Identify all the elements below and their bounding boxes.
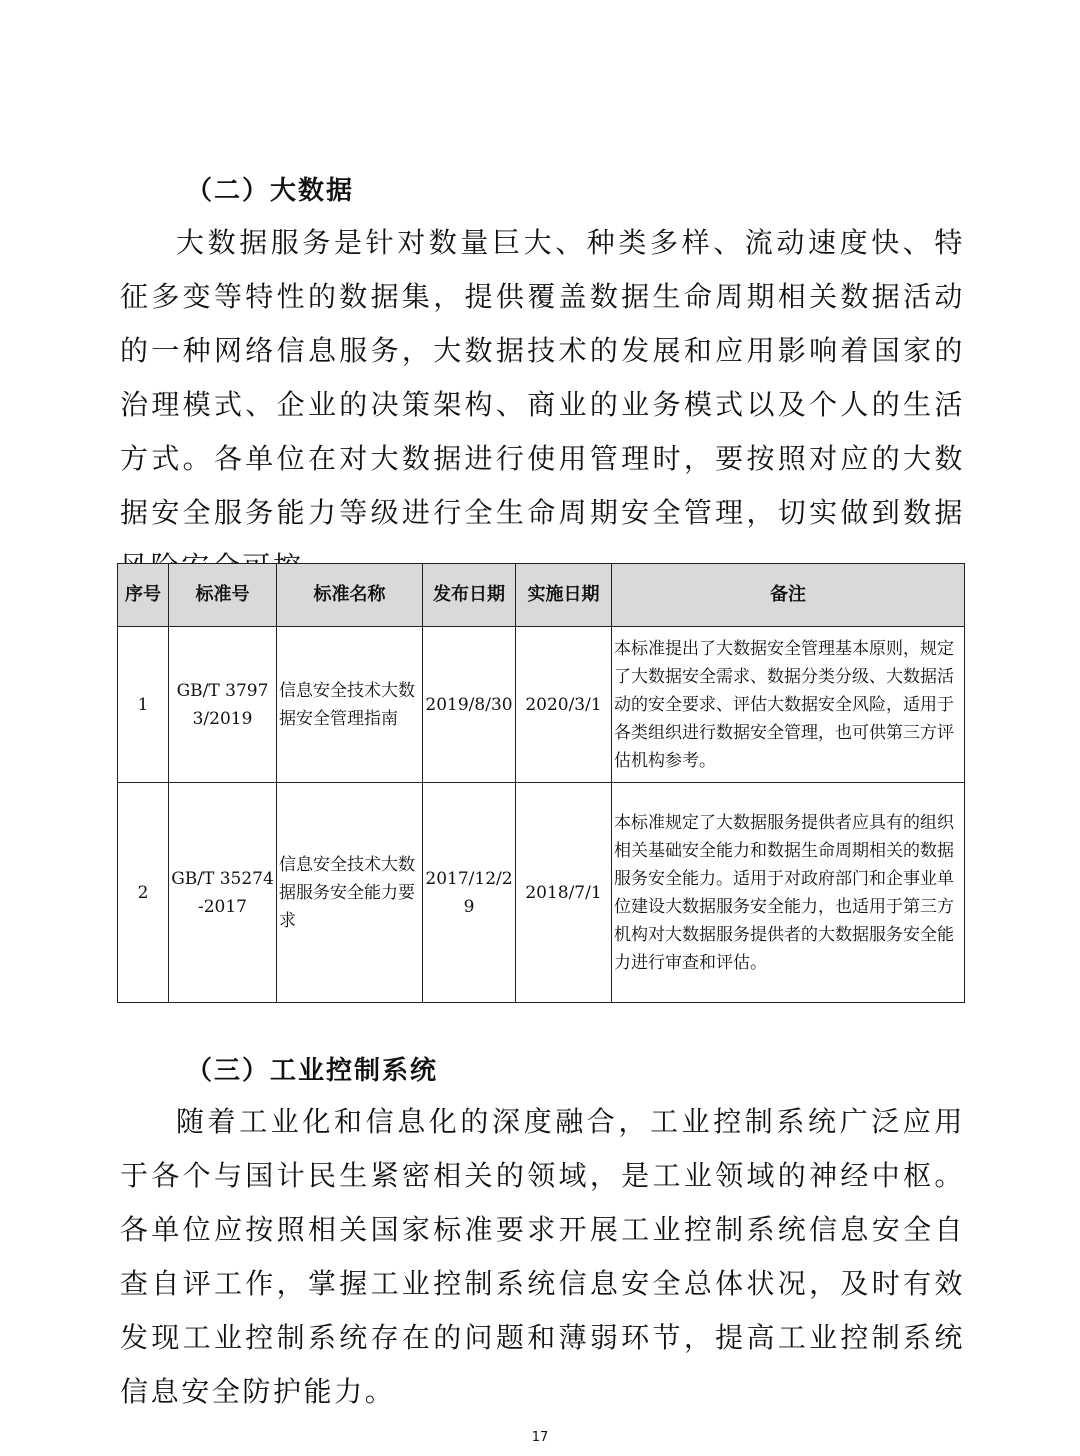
standards-table xyxy=(117,563,965,1003)
cell-published: 2017/12/29 xyxy=(423,783,516,1003)
header-name: 标准名称 xyxy=(277,564,423,627)
page-number: 17 xyxy=(531,1430,549,1445)
table-row xyxy=(118,783,965,1003)
cell-effective: 2018/7/1 xyxy=(516,783,612,1003)
cell-no: 1 xyxy=(118,627,169,783)
header-no: 序号 xyxy=(118,564,169,627)
cell-effective: 2020/3/1 xyxy=(516,627,612,783)
cell-code: GB/T 35274-2017 xyxy=(169,783,277,1003)
cell-published: 2019/8/30 xyxy=(423,627,516,783)
cell-code: GB/T 37973/2019 xyxy=(169,627,277,783)
table-row xyxy=(118,627,965,783)
header-published: 发布日期 xyxy=(423,564,516,627)
section-heading-industrial-control: （三）工业控制系统 xyxy=(186,1056,439,1086)
cell-name: 信息安全技术大数据安全管理指南 xyxy=(277,627,423,783)
cell-name: 信息安全技术大数据服务安全能力要求 xyxy=(277,783,423,1003)
table-header-row xyxy=(118,564,965,627)
cell-no: 2 xyxy=(118,783,169,1003)
section-heading-big-data: （二）大数据 xyxy=(186,176,355,206)
header-note: 备注 xyxy=(612,564,965,627)
cell-note: 本标准规定了大数据服务提供者应具有的组织相关基础安全能力和数据生命周期相关的数据服务安全能力。适用于对政府部门和企事业单位建设大数据服务安全能力，也适用于第三方机构对大数据服务提供者的大数据服务安全能力进行审查和评估。 xyxy=(612,783,965,1003)
industrial-control-paragraph: 随着工业化和信息化的深度融合，工业控制系统广泛应用于各个与国计民生紧密相关的领域，是工业领域的神经中枢。各单位应按照相关国家标准要求开展工业控制系统信息安全自查自评工作，掌握工业控制系统信息安全总体状况，及时有效发现工业控制系统存在的问题和薄弱环节，提高工业控制系统信息安全防护能力。 xyxy=(120,1105,965,1408)
cell-note: 本标准提出了大数据安全管理基本原则，规定了大数据安全需求、数据分类分级、大数据活动的安全要求、评估大数据安全风险，适用于各类组织进行数据安全管理，也可供第三方评估机构参考。 xyxy=(612,627,965,783)
header-code: 标准号 xyxy=(169,564,277,627)
header-effective: 实施日期 xyxy=(516,564,612,627)
big-data-paragraph: 大数据服务是针对数量巨大、种类多样、流动速度快、特征多变等特性的数据集，提供覆盖数据生命周期相关数据活动的一种网络信息服务，大数据技术的发展和应用影响着国家的治理模式、企业的决策架构、商业的业务模式以及个人的生活方式。各单位在对大数据进行使用管理时，要按照对应的大数据安全服务能力等级进行全生命周期安全管理，切实做到数据 xyxy=(120,226,965,529)
